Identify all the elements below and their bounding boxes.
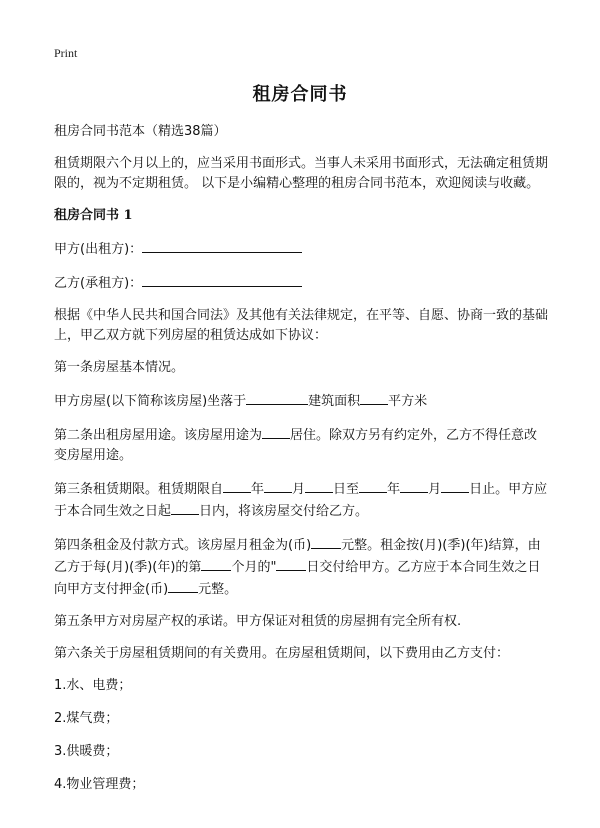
year-label: 年	[251, 482, 265, 497]
article-4-text-c: 个月的"	[231, 560, 277, 575]
article-3-text-a: 第三条租赁期限。租赁期限自	[54, 482, 224, 497]
article-5: 第五条甲方对房屋产权的承诺。甲方保证对租赁的房屋拥有完全所有权.	[54, 614, 462, 629]
fee-list	[54, 676, 550, 795]
article-1-body	[54, 390, 550, 412]
article-1-title: 第一条房屋基本情况。	[54, 360, 185, 375]
location-blank	[246, 390, 308, 405]
section-heading: 租房合同书 1	[54, 208, 133, 223]
fee-item: 1.水、电费；	[54, 678, 132, 693]
usage-blank	[262, 424, 290, 439]
party-a-line	[54, 238, 550, 260]
area-blank	[360, 390, 388, 405]
party-b-line	[54, 272, 550, 294]
month-label: 月	[292, 482, 306, 497]
deliver-days-blank	[171, 500, 199, 515]
article-2	[54, 424, 550, 466]
period-blank	[201, 556, 231, 571]
fee-item: 4.物业管理费；	[54, 777, 145, 792]
party-a-label: 甲方(出租方)：	[54, 242, 143, 257]
party-b-blank	[142, 272, 302, 287]
deliver-text: 日内，将该房屋交付给乙方。	[199, 504, 369, 519]
print-link[interactable]: Print	[54, 46, 78, 60]
fee-item: 2.煤气费；	[54, 711, 119, 726]
article-1-text-a: 甲方房屋(以下简称该房屋)坐落于	[54, 394, 247, 409]
article-1-text-c: 平方米	[388, 394, 428, 409]
fee-item: 3.供暖费；	[54, 744, 119, 759]
day-end-label: 日止。甲方应于本合同生效之日起	[54, 482, 548, 519]
party-b-label: 乙方(承租方)：	[54, 276, 143, 291]
document-body	[54, 122, 550, 808]
article-4-text-d: 日交付给甲方。乙方应于本合同生效之日向甲方支付押金(币)	[54, 560, 541, 597]
article-2-text-a: 第二条出租房屋用途。该房屋用途为	[54, 428, 263, 443]
end-year-blank	[359, 478, 387, 493]
start-day-blank	[305, 478, 333, 493]
article-6: 第六条关于房屋租赁期间的有关费用。在房屋租赁期间，以下费用由乙方支付：	[54, 646, 510, 661]
article-2-text-b: 居住。除双方另有约定外，乙方不得任意改变房屋用途。	[54, 428, 538, 463]
intro-paragraph: 租赁期限六个月以上的，应当采用书面形式。当事人未采用书面形式，无法确定租赁期限的，视为不定期租赁。 以下是小编精心整理的租房合同书范本，欢迎阅读与收藏。	[54, 156, 549, 191]
day-to-label: 日至	[333, 482, 360, 497]
month-label-2: 月	[428, 482, 442, 497]
document-title: 租房合同书	[252, 84, 348, 105]
article-4-text-b: 元整。租金按(月)(季)(年)结算，由乙方于每(月)(季)(年)的第	[54, 538, 541, 575]
end-day-blank	[441, 478, 469, 493]
article-4-text-e: 元整。	[198, 582, 238, 597]
article-3	[54, 478, 550, 522]
article-4	[54, 534, 550, 600]
start-year-blank	[223, 478, 251, 493]
preamble: 根据《中华人民共和国合同法》及其他有关法律规定，在平等、自愿、协商一致的基础上，甲乙双方就下列房屋的租赁达成如下协议：	[54, 308, 549, 343]
rent-blank	[311, 534, 341, 549]
pay-day-blank	[276, 556, 306, 571]
article-1-text-b: 建筑面积	[308, 394, 361, 409]
party-a-blank	[142, 238, 302, 253]
article-4-text-a: 第四条租金及付款方式。该房屋月租金为(币)	[54, 538, 312, 553]
end-month-blank	[400, 478, 428, 493]
start-month-blank	[264, 478, 292, 493]
deposit-blank	[168, 578, 198, 593]
document-subtitle: 租房合同书范本（精选38篇）	[54, 124, 227, 139]
year-label-2: 年	[387, 482, 401, 497]
